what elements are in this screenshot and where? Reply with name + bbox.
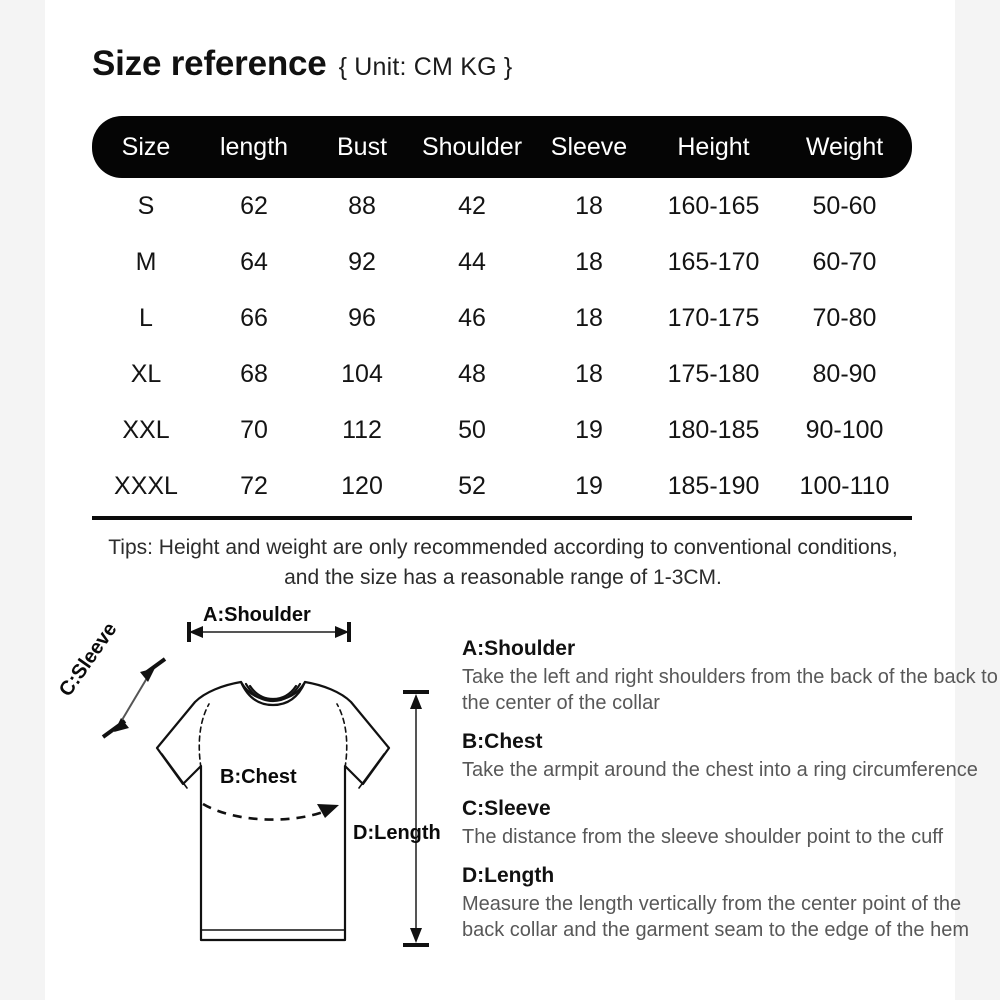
cell-shoulder: 50 <box>458 415 486 444</box>
column-header-length: length <box>219 132 289 161</box>
length-dimension-arrow <box>403 692 429 945</box>
cell-size: XXXL <box>114 471 178 500</box>
cell-size: L <box>139 303 153 332</box>
cell-height: 175-180 <box>667 359 760 388</box>
cell-bust: 88 <box>348 191 376 220</box>
cell-shoulder: 42 <box>458 191 486 220</box>
cell-size: XL <box>130 359 162 388</box>
cell-length: 62 <box>240 191 268 220</box>
description-title: C:Sleeve <box>462 797 551 820</box>
column-header-bust: Bust <box>336 132 388 161</box>
chest-dimension-arrow <box>203 804 339 820</box>
sleeve-dimension-arrow <box>103 659 165 737</box>
table-row <box>92 402 912 458</box>
diagram-label-shoulder: A:Shoulder <box>203 604 311 626</box>
column-header-sleeve: Sleeve <box>550 132 628 161</box>
table-row <box>92 234 912 290</box>
cell-size: XXL <box>122 415 170 444</box>
table-row <box>92 178 912 234</box>
cell-size: S <box>137 191 155 220</box>
cell-shoulder: 44 <box>458 247 486 276</box>
column-header-weight: Weight <box>805 132 884 161</box>
cell-height: 170-175 <box>667 303 760 332</box>
cell-bust: 112 <box>342 415 382 444</box>
cell-height: 160-165 <box>667 191 760 220</box>
size-table <box>92 116 912 514</box>
table-row <box>92 290 912 346</box>
table-bottom-rule <box>92 516 912 520</box>
cell-weight: 100-110 <box>799 471 890 500</box>
cell-bust: 92 <box>348 247 376 276</box>
cell-weight: 90-100 <box>805 415 884 444</box>
description-body: Take the armpit around the chest into a ring circumference <box>462 759 978 781</box>
cell-length: 68 <box>240 359 268 388</box>
table-row <box>92 458 912 514</box>
cell-weight: 60-70 <box>812 247 877 276</box>
cell-sleeve: 19 <box>575 471 603 500</box>
cell-sleeve: 18 <box>575 303 603 332</box>
cell-shoulder: 52 <box>458 471 486 500</box>
description-title: B:Chest <box>462 730 543 753</box>
description-body: Take the left and right shoulders from the back of the back to the center of the collar <box>462 666 998 714</box>
cell-length: 64 <box>240 247 268 276</box>
cell-weight: 70-80 <box>812 303 877 332</box>
cell-sleeve: 18 <box>575 247 603 276</box>
measurement-descriptions <box>462 637 1000 957</box>
description-body: Measure the length vertically from the center point of the back collar and the garment seam to the edge of the hem <box>462 893 969 941</box>
description-body: The distance from the sleeve shoulder point to the cuff <box>462 826 944 848</box>
description-length <box>462 864 1000 943</box>
content-sheet <box>45 0 998 1000</box>
column-header-shoulder: Shoulder <box>421 132 523 161</box>
table-header-row <box>92 116 912 178</box>
cell-size: M <box>135 247 157 276</box>
tshirt-diagram <box>45 596 465 986</box>
cell-shoulder: 46 <box>458 303 486 332</box>
cell-sleeve: 18 <box>575 191 603 220</box>
cell-height: 185-190 <box>667 471 760 500</box>
cell-shoulder: 48 <box>458 359 486 388</box>
diagram-label-chest: B:Chest <box>220 766 297 788</box>
column-header-height: Height <box>677 132 750 161</box>
description-sleeve <box>462 797 1000 850</box>
cell-weight: 80-90 <box>812 359 877 388</box>
description-title: A:Shoulder <box>462 637 576 660</box>
tips-text: Tips: Height and weight are only recommended according to conventional conditions, and the size has a reasonable range of 1-3CM. <box>108 536 898 589</box>
cell-sleeve: 18 <box>575 359 603 388</box>
cell-height: 180-185 <box>667 415 760 444</box>
description-title: D:Length <box>462 864 555 887</box>
cell-bust: 96 <box>348 303 376 332</box>
table-row <box>92 346 912 402</box>
cell-length: 70 <box>240 415 268 444</box>
cell-weight: 50-60 <box>812 191 877 220</box>
cell-bust: 104 <box>341 359 383 388</box>
unit-note: { Unit: CM KG } <box>338 53 513 81</box>
column-header-size: Size <box>121 132 171 161</box>
cell-length: 66 <box>240 303 268 332</box>
cell-sleeve: 19 <box>575 415 603 444</box>
page-title <box>92 44 512 84</box>
cell-length: 72 <box>240 471 268 500</box>
page-title-text: Size reference <box>92 44 327 83</box>
cell-height: 165-170 <box>667 247 760 276</box>
diagram-label-sleeve: C:Sleeve <box>55 618 122 701</box>
description-shoulder <box>462 637 1000 716</box>
tshirt-illustration-svg <box>45 596 465 986</box>
description-chest <box>462 730 1000 783</box>
diagram-label-length: D:Length <box>353 822 441 844</box>
cell-bust: 120 <box>341 471 383 500</box>
